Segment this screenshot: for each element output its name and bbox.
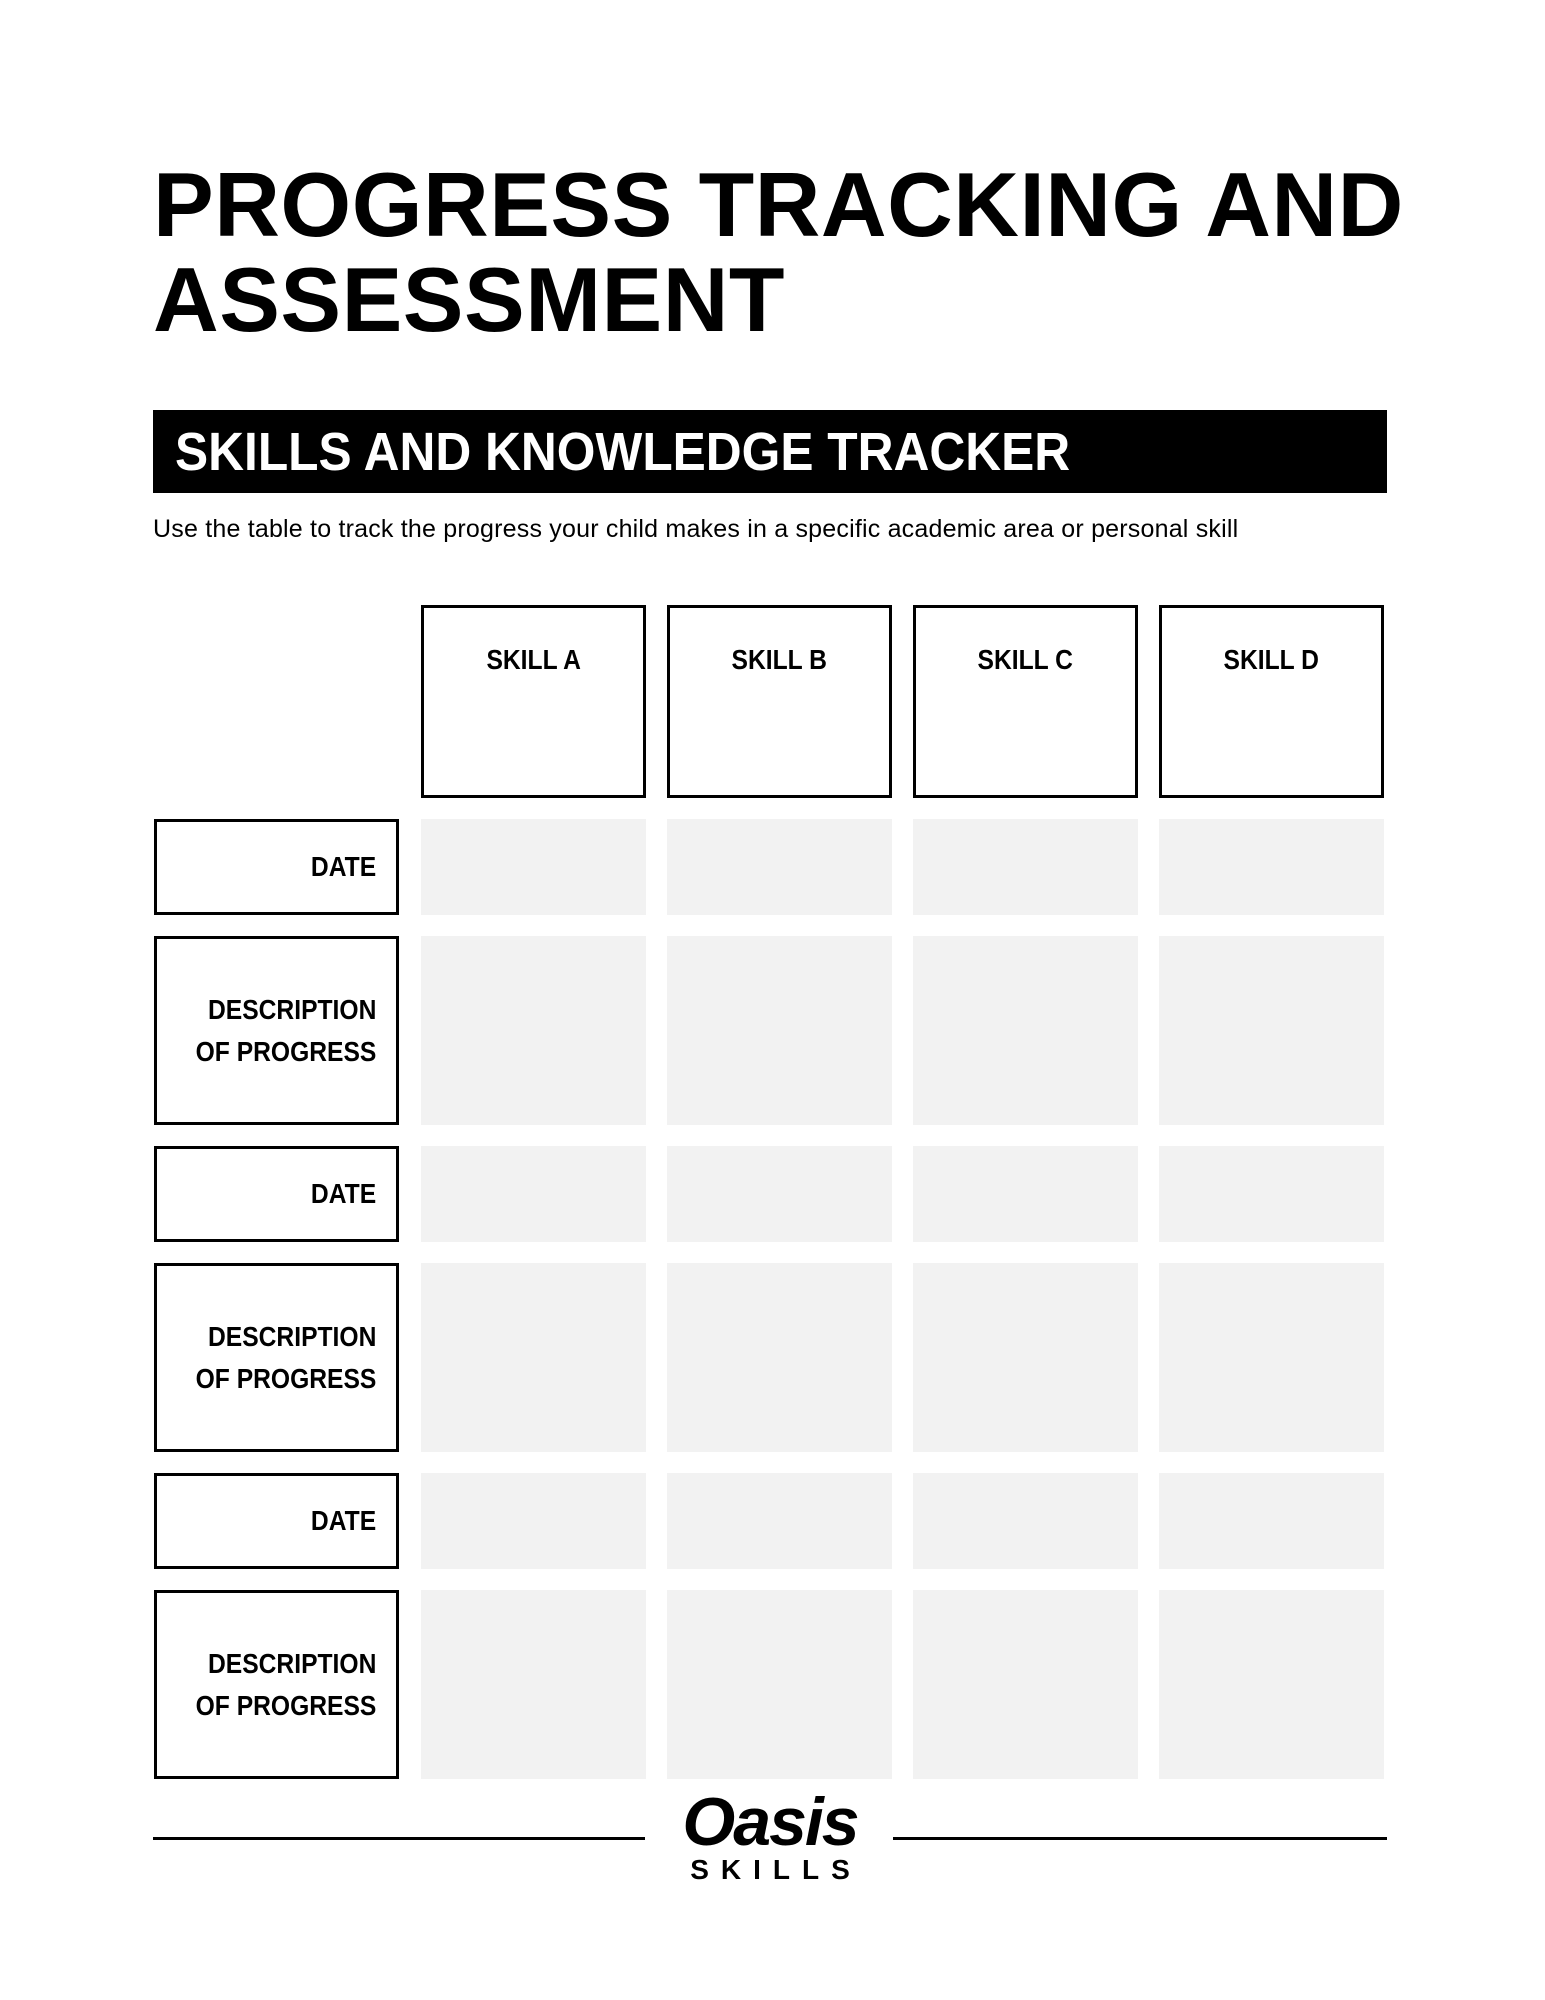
cell-r2-skill-b[interactable] xyxy=(667,936,892,1125)
cell-r6-skill-c[interactable] xyxy=(913,1590,1138,1779)
instruction-text: Use the table to track the progress your child makes in a specific academic area or personal skill xyxy=(153,515,1239,543)
skill-c-label: SKILL C xyxy=(977,644,1074,675)
row-label-description xyxy=(154,1263,399,1452)
row-label-description xyxy=(154,936,399,1125)
row-5-label: DATE xyxy=(310,1505,376,1536)
row-label-description xyxy=(154,1590,399,1779)
cell-r1-skill-b[interactable] xyxy=(667,819,892,915)
page-title: PROGRESS TRACKING AND ASSESSMENT xyxy=(153,155,1404,351)
skill-a-header xyxy=(421,605,646,798)
row-6-label: DESCRIPTION OF PROGRESS xyxy=(195,1647,376,1721)
row-label-date xyxy=(154,1146,399,1242)
row-4-label: DESCRIPTION OF PROGRESS xyxy=(195,1320,376,1394)
footer-divider-right xyxy=(893,1837,1387,1840)
cell-r6-skill-b[interactable] xyxy=(667,1590,892,1779)
cell-r1-skill-d[interactable] xyxy=(1159,819,1384,915)
logo-wordmark: Oasis xyxy=(682,1784,858,1860)
cell-r5-skill-a[interactable] xyxy=(421,1473,646,1569)
section-banner xyxy=(153,410,1387,493)
skill-d-label: SKILL D xyxy=(1223,644,1320,675)
skill-a-label: SKILL A xyxy=(486,644,581,675)
footer-divider-left xyxy=(153,1837,645,1840)
cell-r4-skill-d[interactable] xyxy=(1159,1263,1384,1452)
cell-r2-skill-a[interactable] xyxy=(421,936,646,1125)
cell-r5-skill-b[interactable] xyxy=(667,1473,892,1569)
cell-r3-skill-a[interactable] xyxy=(421,1146,646,1242)
cell-r4-skill-c[interactable] xyxy=(913,1263,1138,1452)
section-title: SKILLS AND KNOWLEDGE TRACKER xyxy=(175,421,1071,482)
cell-r1-skill-c[interactable] xyxy=(913,819,1138,915)
cell-r3-skill-d[interactable] xyxy=(1159,1146,1384,1242)
cell-r4-skill-a[interactable] xyxy=(421,1263,646,1452)
skill-b-label: SKILL B xyxy=(731,644,828,675)
cell-r5-skill-c[interactable] xyxy=(913,1473,1138,1569)
logo-subtitle: SKILLS xyxy=(690,1854,862,1885)
cell-r2-skill-d[interactable] xyxy=(1159,936,1384,1125)
skill-b-header xyxy=(667,605,892,798)
cell-r1-skill-a[interactable] xyxy=(421,819,646,915)
cell-r6-skill-d[interactable] xyxy=(1159,1590,1384,1779)
row-3-label: DATE xyxy=(310,1178,376,1209)
cell-r5-skill-d[interactable] xyxy=(1159,1473,1384,1569)
row-2-label: DESCRIPTION OF PROGRESS xyxy=(195,993,376,1067)
cell-r4-skill-b[interactable] xyxy=(667,1263,892,1452)
row-label-date xyxy=(154,819,399,915)
skill-d-header xyxy=(1159,605,1384,798)
cell-r3-skill-b[interactable] xyxy=(667,1146,892,1242)
oasis-skills-logo xyxy=(675,1784,865,1886)
cell-r6-skill-a[interactable] xyxy=(421,1590,646,1779)
row-label-date xyxy=(154,1473,399,1569)
cell-r3-skill-c[interactable] xyxy=(913,1146,1138,1242)
skill-c-header xyxy=(913,605,1138,798)
row-1-label: DATE xyxy=(310,851,376,882)
cell-r2-skill-c[interactable] xyxy=(913,936,1138,1125)
